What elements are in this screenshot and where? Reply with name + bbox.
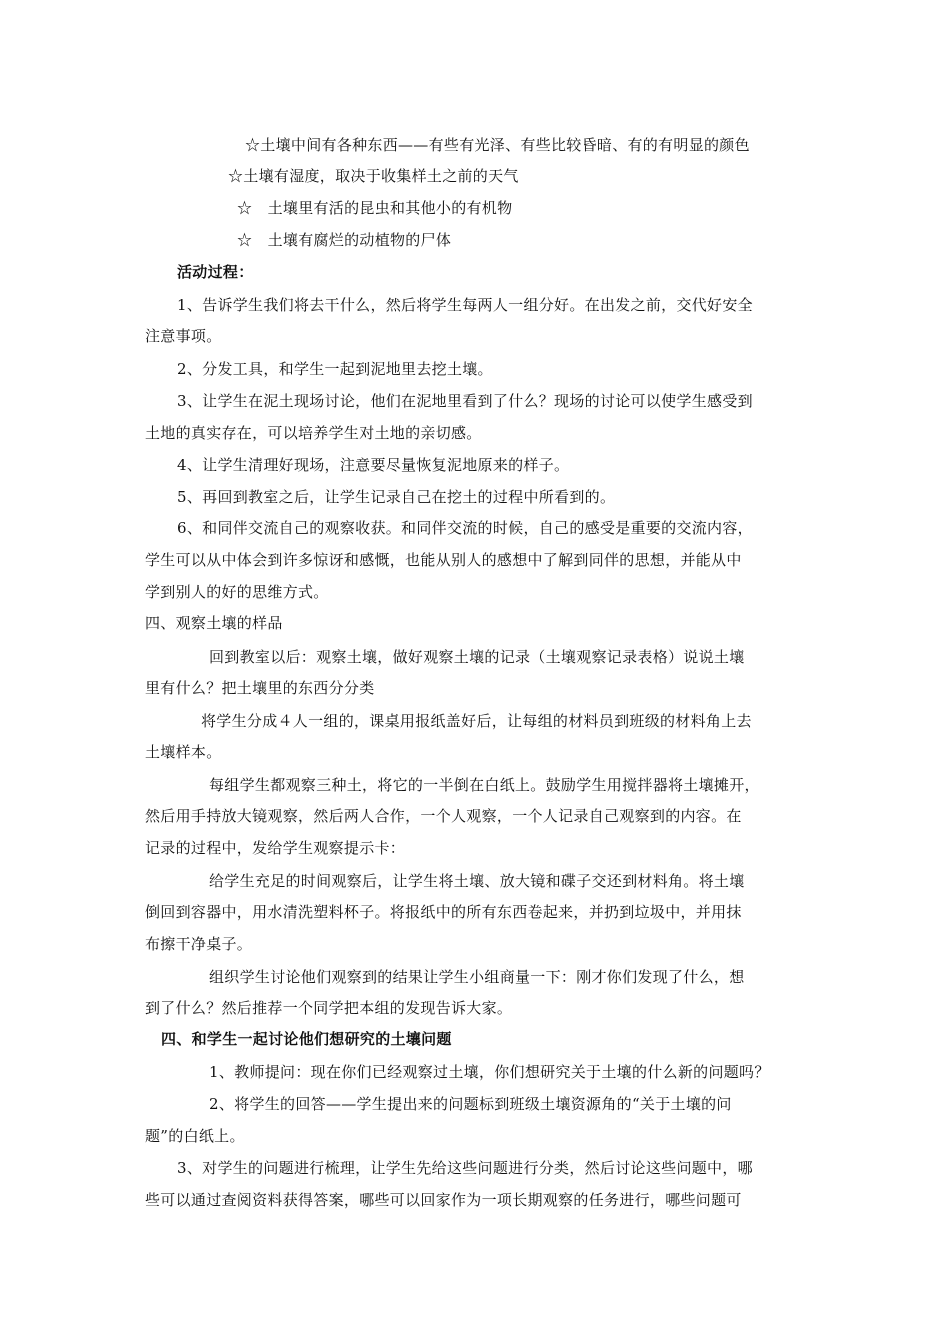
paragraph-line: 倒回到容器中，用水清洗塑料杯子。将报纸中的所有东西卷起来，并扔到垃圾中，并用抹 (145, 903, 742, 921)
paragraph-line: 1、告诉学生我们将去干什么，然后将学生每两人一组分好。在出发之前，交代好安全 (177, 296, 753, 314)
paragraph-line: 组织学生讨论他们观察到的结果让学生小组商量一下：刚才你们发现了什么，想 (209, 968, 745, 986)
paragraph-line: 土壤样本。 (145, 743, 222, 761)
paragraph-line: 些可以通过查阅资料获得答案，哪些可以回家作为一项长期观察的任务进行，哪些问题可 (145, 1191, 742, 1209)
bullet-line: ☆土壤中间有各种东西——有些有光泽、有些比较昏暗、有的有明显的颜色 (245, 136, 750, 154)
paragraph-line: 4、让学生清理好现场，注意要尽量恢复泥地原来的样子。 (177, 456, 570, 474)
paragraph-line: 回到教室以后：观察土壤，做好观察土壤的记录（土壤观察记录表格）说说土壤 (209, 648, 745, 666)
paragraph-line: 记录的过程中，发给学生观察提示卡： (145, 839, 406, 857)
paragraph-line: 到了什么？然后推荐一个同学把本组的发现告诉大家。 (145, 999, 513, 1017)
paragraph-line: 学到别人的好的思维方式。 (145, 583, 329, 601)
section-heading: 活动过程： (177, 263, 254, 281)
paragraph-line: 学生可以从中体会到许多惊讶和感慨，也能从别人的感想中了解到同伴的思想，并能从中 (145, 551, 742, 569)
paragraph-line: 1、教师提问：现在你们已经观察过土壤，你们想研究关于土壤的什么新的问题吗？ (209, 1063, 770, 1081)
paragraph-line: 题”的白纸上。 (145, 1127, 245, 1145)
paragraph-line: 2、将学生的回答——学生提出来的问题标到班级土壤资源角的“关于土壤的问 (209, 1095, 732, 1113)
paragraph-line: 土地的真实存在，可以培养学生对土地的亲切感。 (145, 424, 482, 442)
bullet-line: ☆ 土壤里有活的昆虫和其他小的有机物 (237, 199, 513, 217)
paragraph-line: 然后用手持放大镜观察，然后两人合作，一个人观察，一个人记录自己观察到的内容。在 (145, 807, 742, 825)
paragraph-line: 6、和同伴交流自己的观察收获。和同伴交流的时候，自己的感受是重要的交流内容， (177, 519, 753, 537)
section-heading: 四、观察土壤的样品 (145, 614, 283, 632)
paragraph-line: 3、让学生在泥土现场讨论，他们在泥地里看到了什么？现场的讨论可以使学生感受到 (177, 392, 753, 410)
paragraph-line: 3、对学生的问题进行梳理，让学生先给这些问题进行分类，然后讨论这些问题中，哪 (177, 1159, 753, 1177)
paragraph-line: 布擦干净桌子。 (145, 935, 253, 953)
paragraph-line: 5、再回到教室之后，让学生记录自己在挖土的过程中所看到的。 (177, 488, 616, 506)
paragraph-line: 里有什么？把土壤里的东西分分类 (145, 679, 375, 697)
paragraph-line: 注意事项。 (145, 327, 222, 345)
bullet-line: ☆ 土壤有腐烂的动植物的尸体 (237, 231, 452, 249)
bullet-line: ☆土壤有湿度，取决于收集样土之前的天气 (228, 167, 519, 185)
paragraph-line: 给学生充足的时间观察后，让学生将土壤、放大镜和碟子交还到材料角。将土壤 (209, 872, 745, 890)
paragraph-line: 每组学生都观察三种土，将它的一半倒在白纸上。鼓励学生用搅拌器将土壤摊开， (209, 776, 760, 794)
section-heading: 四、和学生一起讨论他们想研究的土壤问题 (161, 1030, 452, 1048)
paragraph-line: 将学生分成４人一组的，课桌用报纸盖好后，让每组的材料员到班级的材料角上去 (201, 712, 752, 730)
paragraph-line: 2、分发工具，和学生一起到泥地里去挖土壤。 (177, 360, 493, 378)
